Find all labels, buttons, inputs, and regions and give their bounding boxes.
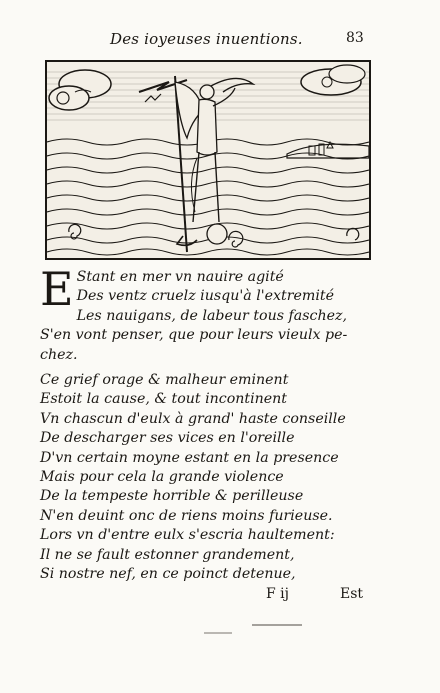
poem-text — [40, 262, 380, 585]
poem-line: chez. — [40, 346, 78, 363]
poem-stanza-two — [40, 371, 380, 584]
signature-mark: F ij — [266, 586, 289, 602]
poem-line: Estoit la cause, & tout incontinent — [40, 391, 288, 408]
fortune-figure — [175, 76, 253, 252]
poem-line: De descharger ses vices en l'oreille — [40, 430, 295, 447]
poem-line: Des ventz cruelz iusqu'à l'extremité — [76, 288, 335, 305]
poem-line: Il ne se fault estonner grandement, — [40, 546, 295, 563]
wind-cloud-right — [301, 65, 365, 95]
wind-cloud-left — [49, 70, 111, 110]
poem-line: D'vn certain moyne estant en la presence — [40, 449, 339, 466]
ink-mark — [252, 624, 302, 626]
poem-line: Si nostre nef, en ce poinct detenue, — [40, 566, 296, 583]
poem-line: De la tempeste horrible & perilleuse — [40, 488, 304, 505]
woodcut-image — [47, 62, 369, 258]
poem-line: Lors vn d'entre eulx s'escria haultement: — [40, 527, 335, 544]
poem-line: Ce grief orage & malheur eminent — [40, 372, 289, 389]
running-title: Des ioyeuses inuentions. — [110, 30, 303, 48]
drop-cap-initial: E — [40, 262, 74, 316]
poem-line: S'en vont penser, que pour leurs vieulx pe- — [40, 327, 348, 344]
page-number: 83 — [346, 30, 364, 46]
poem-line: N'en deuint onc de riens moins furieuse. — [40, 507, 333, 524]
lightning-small — [145, 94, 161, 102]
poem-line: Stant en mer vn nauire agité — [76, 269, 284, 285]
woodcut-illustration — [45, 60, 371, 260]
poem-line: Mais pour cela la grande violence — [40, 469, 284, 486]
poem-line: Les nauigans, de labeur tous faschez, — [76, 307, 347, 324]
poem-line: Vn chascun d'eulx à grand' haste conseille — [40, 410, 346, 427]
poem-stanza-one — [40, 307, 380, 365]
catchword: Est — [340, 586, 364, 602]
ink-mark — [204, 632, 232, 634]
